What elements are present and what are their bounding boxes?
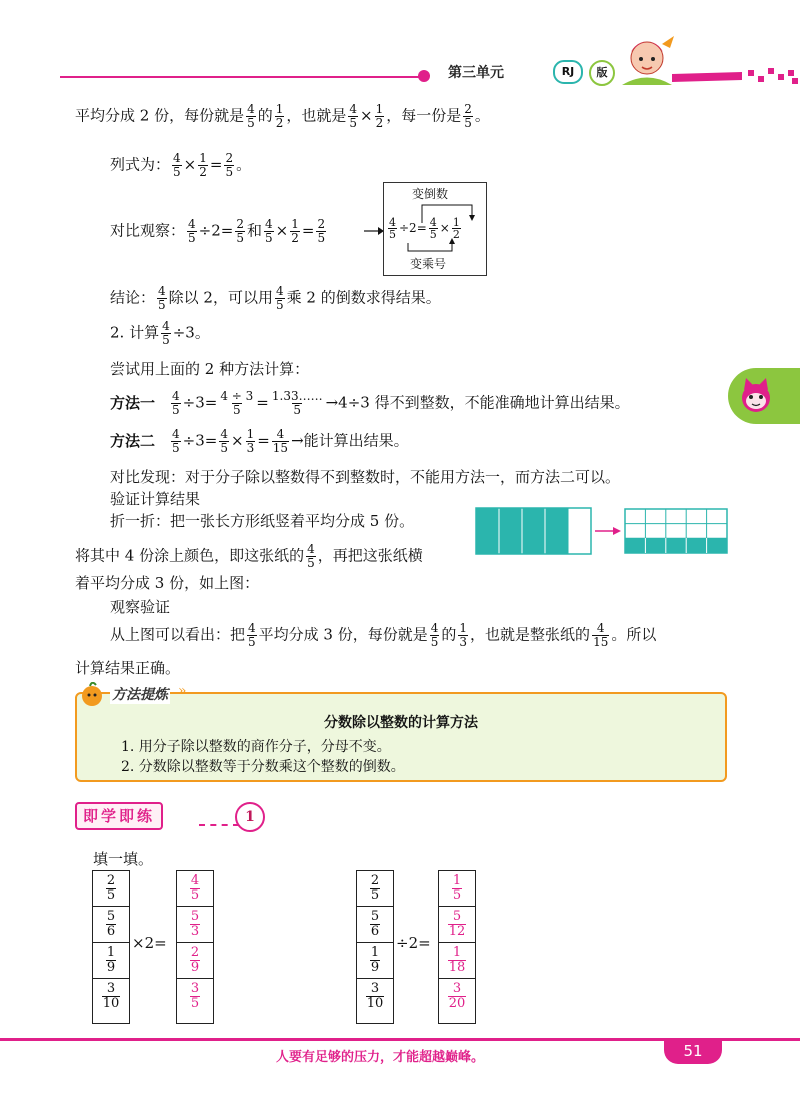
fraction-4-5 — [246, 103, 256, 130]
method-box-title: 分数除以整数的计算方法 — [324, 715, 478, 731]
practice-dotline — [199, 824, 239, 826]
fraction-4-5 — [247, 622, 257, 649]
num: 4 — [596, 621, 605, 635]
num: 3 — [106, 981, 116, 996]
fold-step-3: 着平均分成 3 份，如上图： — [75, 574, 260, 592]
num: 4 — [275, 284, 284, 298]
fraction — [102, 982, 121, 1011]
fraction — [370, 910, 380, 939]
question-2-b: ÷3。 — [172, 323, 210, 342]
footer-motto: 人要有足够的压力，才能超越巅峰。 — [275, 1050, 484, 1065]
den: 18 — [448, 960, 466, 975]
lieshi-end: 。 — [236, 155, 252, 174]
conclusion-a: 结论： — [110, 288, 156, 307]
fraction — [370, 874, 380, 903]
conclusion-c: 乘 2 的倒数求得结果。 — [286, 288, 441, 307]
fraction-4-5 — [171, 390, 181, 417]
num: 5 — [106, 909, 116, 924]
den: 5 — [370, 888, 380, 903]
den: 2 — [291, 231, 299, 245]
header-rule — [60, 76, 420, 78]
practice-prompt: 填一填。 — [93, 850, 154, 868]
page-number-tab — [664, 1038, 722, 1064]
transform-diagram — [383, 182, 487, 276]
times-sign: × — [230, 431, 244, 450]
num: 2 — [190, 945, 200, 960]
para-1-text-d: ，每一份是 — [386, 106, 462, 125]
equals-sign: = — [257, 431, 270, 450]
num: 1 — [452, 216, 460, 229]
equals-sign: = — [256, 393, 269, 412]
compare-label: 对比观察： — [110, 221, 186, 240]
fraction-4div3-5 — [219, 390, 254, 417]
fraction — [448, 910, 467, 939]
den: 5 — [188, 231, 196, 245]
question-2-a: 2. 计算 — [110, 323, 160, 342]
answer-cell[interactable] — [439, 907, 475, 943]
and-text: 和 — [246, 221, 262, 240]
method-1-label: 方法一 — [110, 393, 156, 412]
den: 5 — [389, 228, 396, 241]
answer-cell[interactable] — [439, 979, 475, 1014]
num: 1 — [452, 873, 462, 888]
den: 5 — [452, 888, 462, 903]
from-figure-line — [110, 622, 656, 649]
input-cell — [93, 943, 129, 979]
num: 4 — [307, 542, 315, 556]
num: 4 — [349, 102, 358, 116]
num: 4 — [173, 151, 181, 165]
try-text: 尝试用上面的 2 种方法计算： — [110, 360, 310, 378]
compare-line — [110, 218, 328, 245]
input-cell — [93, 871, 129, 907]
num: 4 — [172, 427, 180, 441]
question-2 — [110, 320, 210, 347]
divide-2: ÷2= — [198, 221, 234, 240]
folded-paper-figure — [475, 507, 730, 557]
fraction — [106, 910, 116, 939]
from-b: 平均分成 3 份，每份就是 — [258, 625, 428, 644]
num: 4 ÷ 3 — [220, 389, 254, 403]
den: 5 — [248, 635, 256, 649]
answer-cell[interactable] — [177, 943, 213, 979]
num: 1 — [199, 151, 207, 165]
fraction-4-15 — [272, 428, 289, 455]
num: 1 — [370, 945, 380, 960]
conclusion-line — [110, 285, 441, 312]
from-d: ，也就是整张纸的 — [470, 625, 591, 644]
fraction-4-5 — [430, 622, 440, 649]
practice-header — [75, 800, 275, 832]
num: 2 — [464, 102, 472, 116]
fraction — [452, 874, 462, 903]
answer-cell[interactable] — [439, 943, 475, 979]
input-cell — [357, 907, 393, 943]
method-summary-box — [75, 692, 727, 782]
num: 4 — [247, 102, 255, 116]
fold-step-2-b: ，再把这张纸横 — [317, 546, 423, 565]
fold-step-2 — [75, 543, 423, 570]
num: 1 — [291, 217, 299, 231]
fraction-4-5 — [161, 320, 171, 347]
den: 5 — [307, 556, 315, 570]
header — [0, 0, 800, 95]
num: 1 — [246, 427, 255, 441]
fraction-4-5 — [172, 152, 182, 179]
fraction — [448, 982, 467, 1011]
fraction-1-2 — [290, 218, 300, 245]
fold-step-2-a: 将其中 4 份涂上颜色，即这张纸的 — [75, 546, 305, 565]
lieshi-label: 列式为： — [110, 155, 171, 174]
num: 4 — [158, 284, 166, 298]
page-number: 51 — [683, 1042, 703, 1060]
fraction — [190, 910, 200, 939]
den: 15 — [593, 635, 609, 649]
den: 3 — [246, 441, 255, 455]
den: 5 — [265, 231, 273, 245]
num: 2 — [370, 873, 380, 888]
left-input-column — [92, 870, 130, 1024]
den: 2 — [375, 116, 384, 130]
den: 2 — [275, 116, 284, 130]
method-2-line — [110, 428, 409, 455]
den: 5 — [162, 333, 170, 347]
den: 5 — [464, 116, 472, 130]
from-a: 从上图可以看出：把 — [110, 625, 246, 644]
num: 2 — [106, 873, 116, 888]
header-ribbon — [672, 58, 800, 88]
fraction-2-5 — [235, 218, 245, 245]
from-e: 。所以 — [611, 625, 657, 644]
left-operator: ×2= — [132, 934, 167, 952]
den: 10 — [102, 996, 120, 1011]
method-1-line — [110, 390, 630, 417]
edition-rj: RJ — [561, 65, 575, 78]
num: 4 — [265, 217, 273, 231]
input-cell — [357, 979, 393, 1014]
left-answer-column — [176, 870, 214, 1024]
den: 3 — [459, 635, 468, 649]
den: 5 — [106, 888, 116, 903]
times-sign: × — [360, 106, 373, 125]
den: 5 — [275, 298, 284, 312]
den: 5 — [172, 403, 180, 417]
den: 5 — [429, 228, 437, 241]
fraction-2-5 — [224, 152, 234, 179]
num: 1.33…… — [271, 389, 323, 403]
num: 5 — [370, 909, 380, 924]
num: 4 — [162, 319, 170, 333]
answer-cell[interactable] — [177, 979, 213, 1014]
den: 2 — [199, 165, 207, 179]
num: 1 — [452, 945, 462, 960]
fraction-4-5 — [187, 218, 197, 245]
times-sign: × — [275, 221, 289, 240]
answer-cell[interactable] — [439, 871, 475, 907]
num: 5 — [452, 909, 462, 924]
num: 3 — [452, 981, 462, 996]
den: 5 — [172, 441, 180, 455]
diagram-bottom-label: 变乘号 — [410, 257, 447, 271]
observe-title: 观察验证 — [110, 598, 171, 616]
fraction-4-5 — [157, 285, 167, 312]
fraction-1-2 — [275, 103, 285, 130]
num: 4 — [220, 427, 228, 441]
den: 10 — [366, 996, 384, 1011]
fraction — [366, 982, 385, 1011]
method-2-div: ÷3= — [182, 431, 218, 450]
right-answer-column — [438, 870, 476, 1024]
den: 5 — [233, 403, 241, 417]
num: 4 — [429, 216, 437, 229]
fraction-2-5 — [463, 103, 473, 130]
num: 4 — [248, 621, 256, 635]
den: 5 — [349, 116, 358, 130]
from-c: 的 — [441, 625, 457, 644]
num: 2 — [236, 217, 244, 231]
fraction-4-5 — [306, 543, 316, 570]
num: 1 — [459, 621, 468, 635]
num: 2 — [225, 151, 234, 165]
den: 5 — [190, 996, 200, 1011]
fraction-4-5 — [171, 428, 181, 455]
den: 5 — [158, 298, 166, 312]
header-unit: 第三单元 — [448, 65, 504, 81]
para-1 — [75, 103, 490, 130]
num: 4 — [389, 216, 396, 229]
den: 20 — [448, 996, 466, 1011]
fraction-4-15 — [592, 622, 609, 649]
fraction — [106, 946, 116, 975]
fraction — [190, 874, 200, 903]
fraction-4-5 — [219, 428, 229, 455]
input-cell — [357, 943, 393, 979]
method-2-result: →能计算出结果。 — [291, 431, 409, 450]
practice-tag-label: 即学即练 — [83, 807, 156, 825]
den: 9 — [106, 960, 116, 975]
den: 5 — [247, 116, 255, 130]
arrow-right-icon — [364, 226, 384, 236]
num: 1 — [375, 102, 384, 116]
den: 5 — [236, 231, 244, 245]
fraction-133-5 — [271, 390, 324, 417]
fraction-1-2 — [375, 103, 385, 130]
den: 5 — [317, 231, 326, 245]
den: 2 — [452, 228, 460, 241]
diagram-arrows — [384, 183, 486, 275]
fraction-2-5 — [316, 218, 326, 245]
den: 5 — [173, 165, 181, 179]
den: 5 — [190, 888, 200, 903]
den: 3 — [190, 924, 200, 939]
num: 1 — [106, 945, 116, 960]
fraction-1-3 — [458, 622, 468, 649]
side-tab — [728, 368, 800, 424]
den: 6 — [106, 924, 116, 939]
conclusion-b: 除以 2，可以用 — [168, 288, 273, 307]
practice-number: 1 — [245, 809, 255, 825]
right-input-column — [356, 870, 394, 1024]
practice-tag — [75, 802, 163, 830]
practice-number-badge — [235, 802, 265, 832]
num: 1 — [275, 102, 284, 116]
correct-text: 计算结果正确。 — [75, 659, 181, 677]
lieshi-line — [110, 152, 251, 179]
fraction-1-3 — [246, 428, 256, 455]
input-cell — [357, 871, 393, 907]
fold-step-1: 折一折：把一张长方形纸竖着平均分成 5 份。 — [110, 512, 415, 530]
den: 5 — [293, 403, 302, 417]
edition-ban: 版 — [596, 66, 608, 79]
den: 5 — [220, 441, 228, 455]
header-dot-icon — [418, 70, 430, 82]
fraction-4-5 — [348, 103, 358, 130]
method-1-result: →4÷3 得不到整数，不能准确地计算出结果。 — [325, 393, 630, 412]
method-tag-label: 方法提炼 — [110, 684, 170, 704]
times-sign: × — [183, 155, 197, 174]
den: 15 — [272, 441, 289, 455]
fraction — [370, 946, 380, 975]
diagram-times: × — [439, 221, 450, 235]
den: 6 — [370, 924, 380, 939]
num: 5 — [190, 909, 200, 924]
diagram-top-label: 变倒数 — [412, 187, 449, 201]
answer-cell[interactable] — [177, 871, 213, 907]
input-cell — [93, 979, 129, 1014]
discovery-text: 对比发现：对于分子除以整数得不到整数时，不能用方法一，而方法二可以。 — [110, 468, 621, 486]
para-1-text-e: 。 — [474, 106, 490, 125]
den: 9 — [190, 960, 200, 975]
den: 5 — [430, 635, 439, 649]
num: 4 — [188, 217, 196, 231]
para-1-text-b: 的 — [257, 106, 273, 125]
orange-mascot-icon — [78, 682, 108, 708]
double-chevron-icon: » — [178, 683, 187, 699]
den: 12 — [448, 924, 466, 939]
method-rule-2: 2. 分数除以整数等于分数乘这个整数的倒数。 — [121, 759, 405, 775]
num: 2 — [317, 217, 326, 231]
verify-title: 验证计算结果 — [110, 490, 201, 508]
fraction-4-5 — [275, 285, 285, 312]
method-1-div: ÷3= — [182, 393, 218, 412]
num: 4 — [190, 873, 200, 888]
num: 3 — [190, 981, 200, 996]
equals-sign: = — [209, 155, 223, 174]
para-1-text-a: 平均分成 2 份，每份就是 — [75, 106, 245, 125]
diagram-div: ÷2= — [399, 221, 427, 235]
para-1-text-c: ，也就是 — [286, 106, 347, 125]
den: 9 — [370, 960, 380, 975]
method-rule-1: 1. 用分子除以整数的商作分子，分母不变。 — [121, 739, 391, 755]
num: 3 — [370, 981, 380, 996]
num: 4 — [276, 427, 285, 441]
den: 5 — [225, 165, 234, 179]
edition-rj-badge — [553, 60, 583, 84]
fraction — [106, 874, 116, 903]
answer-cell[interactable] — [177, 907, 213, 943]
right-operator: ÷2= — [396, 934, 431, 952]
input-cell — [93, 907, 129, 943]
fraction-4-5 — [264, 218, 274, 245]
equals-sign: = — [301, 221, 315, 240]
fraction — [190, 982, 200, 1011]
method-2-label: 方法二 — [110, 431, 156, 450]
num: 4 — [430, 621, 439, 635]
fraction — [448, 946, 467, 975]
num: 4 — [172, 389, 180, 403]
cat-mascot-icon — [736, 376, 776, 416]
fraction-1-2 — [198, 152, 208, 179]
fraction — [190, 946, 200, 975]
